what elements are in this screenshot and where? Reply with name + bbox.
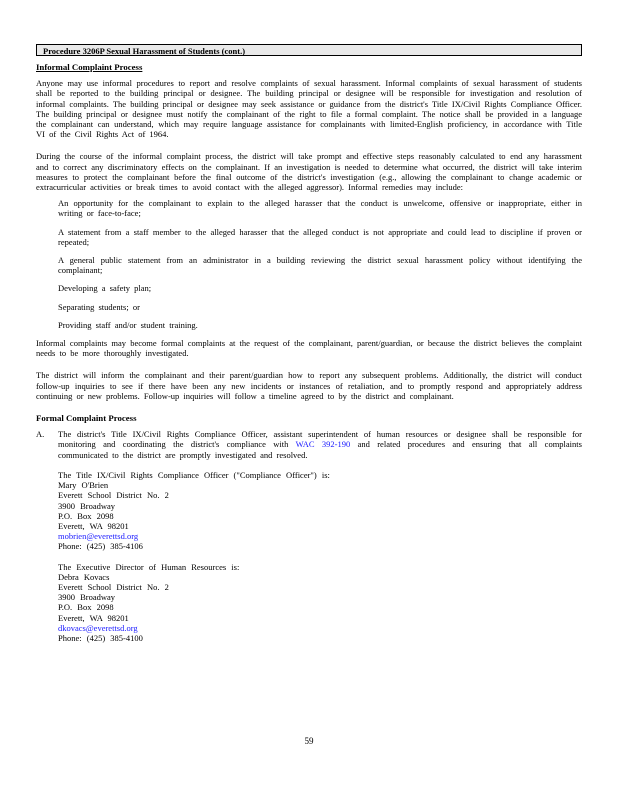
informal-paragraph-4: The district will inform the complainant and their parent/guardian how to report any subsequent problems. Additionally, the district will conduct follow-up inquiries to see if there have been any new incidents or instances of retaliation, and to promptly respond and appropriately address continuing or new problems. Follow-up inquiries will follow a timeline agreed to by the district and complainant. bbox=[36, 370, 582, 401]
formal-heading: Formal Complaint Process bbox=[36, 413, 137, 424]
contact-name: Debra Kovacs bbox=[58, 571, 110, 582]
document-page bbox=[36, 44, 582, 643]
contact-po-box: P.O. Box 2098 bbox=[58, 510, 114, 521]
contact-city: Everett, WA 98201 bbox=[58, 520, 129, 531]
list-item: Providing staff and/or student training. bbox=[58, 319, 198, 330]
formal-item-a-text: The district's Title IX/Civil Rights Compliance Officer, assistant superintendent of human resources or designee shall be responsible for monitoring and coordinating the district's compliance with WAC 392-190 and related procedures and ensuring that all complaints communicated to the district are promptly investigated and resolved. bbox=[58, 429, 582, 460]
contact-org: Everett School District No. 2 bbox=[58, 490, 169, 501]
list-item: Separating students; or bbox=[58, 301, 140, 312]
contact-email-link[interactable]: mobrien@everettsd.org bbox=[58, 531, 139, 542]
contact-city: Everett, WA 98201 bbox=[58, 612, 129, 623]
hr-director-contact bbox=[36, 562, 582, 644]
page-number: 59 bbox=[304, 736, 314, 746]
item-marker: A. bbox=[36, 429, 45, 440]
contact-po-box: P.O. Box 2098 bbox=[58, 602, 114, 613]
formal-item-a bbox=[36, 429, 582, 460]
contact-name: Mary O'Brien bbox=[58, 480, 109, 491]
list-item: Developing a safety plan; bbox=[58, 283, 152, 294]
contact-phone: Phone: (425) 385-4106 bbox=[58, 541, 143, 552]
contact-street: 3900 Broadway bbox=[58, 592, 116, 603]
contact-title: The Title IX/Civil Rights Compliance Officer ("Compliance Officer") is: bbox=[58, 469, 330, 480]
informal-paragraph-3: Informal complaints may become formal complaints at the request of the complainant, parent/guardian, or because the district believes the complaint needs to be more thoroughly investigated. bbox=[36, 338, 582, 359]
procedure-header: Procedure 3206P Sexual Harassment of Students (cont.) bbox=[36, 44, 582, 56]
contact-phone: Phone: (425) 385-4100 bbox=[58, 632, 143, 643]
contact-street: 3900 Broadway bbox=[58, 500, 116, 511]
informal-paragraph-2: During the course of the informal complaint process, the district will take prompt and effective steps reasonably calculated to end any harassment and to correct any discriminatory effects on the complainant. If an investigation is needed to determine what occurred, the district will take interim measures to protect the complainant before the final outcome of the district's investigation (e.g., allowing the complainant to change academic or extracurricular activities or break times to avoid contact with the alleged aggressor). Informal remedies may include: bbox=[36, 151, 582, 193]
informal-heading: Informal Complaint Process bbox=[36, 62, 143, 72]
compliance-officer-contact bbox=[36, 470, 582, 552]
list-item: A general public statement from an administrator in a building reviewing the district sexual harassment policy without identifying the complainant; bbox=[58, 255, 582, 276]
informal-remedies-list bbox=[36, 198, 582, 330]
informal-paragraph-1: Anyone may use informal procedures to report and resolve complaints of sexual harassment. Informal complaints of sexual harassment of students shall be reported to the building principal or designee. The building principal or designee will be responsible for investigation and resolution of informal complaints. The building principal or designee may seek assistance or guidance from the district's Title IX/Civil Rights Compliance Officer. The building principal or designee must notify the complainant of the right to file a formal complaint. The notice shall be provided in a language the complainant can understand, which may require language assistance for complainants with limited-English proficiency, in accordance with Title VI of the Civil Rights Act of 1964. bbox=[36, 78, 582, 140]
contact-org: Everett School District No. 2 bbox=[58, 581, 169, 592]
contact-email-link[interactable]: dkovacs@everettsd.org bbox=[58, 622, 138, 633]
list-item: An opportunity for the complainant to explain to the alleged harasser that the conduct is unwelcome, offensive or inappropriate, either in writing or face-to-face; bbox=[58, 198, 582, 219]
contact-title: The Executive Director of Human Resources is: bbox=[58, 561, 240, 572]
list-item: A statement from a staff member to the alleged harasser that the alleged conduct is not appropriate and could lead to discipline if proven or repeated; bbox=[58, 226, 582, 247]
wac-link[interactable]: WAC 392-190 bbox=[295, 439, 351, 450]
